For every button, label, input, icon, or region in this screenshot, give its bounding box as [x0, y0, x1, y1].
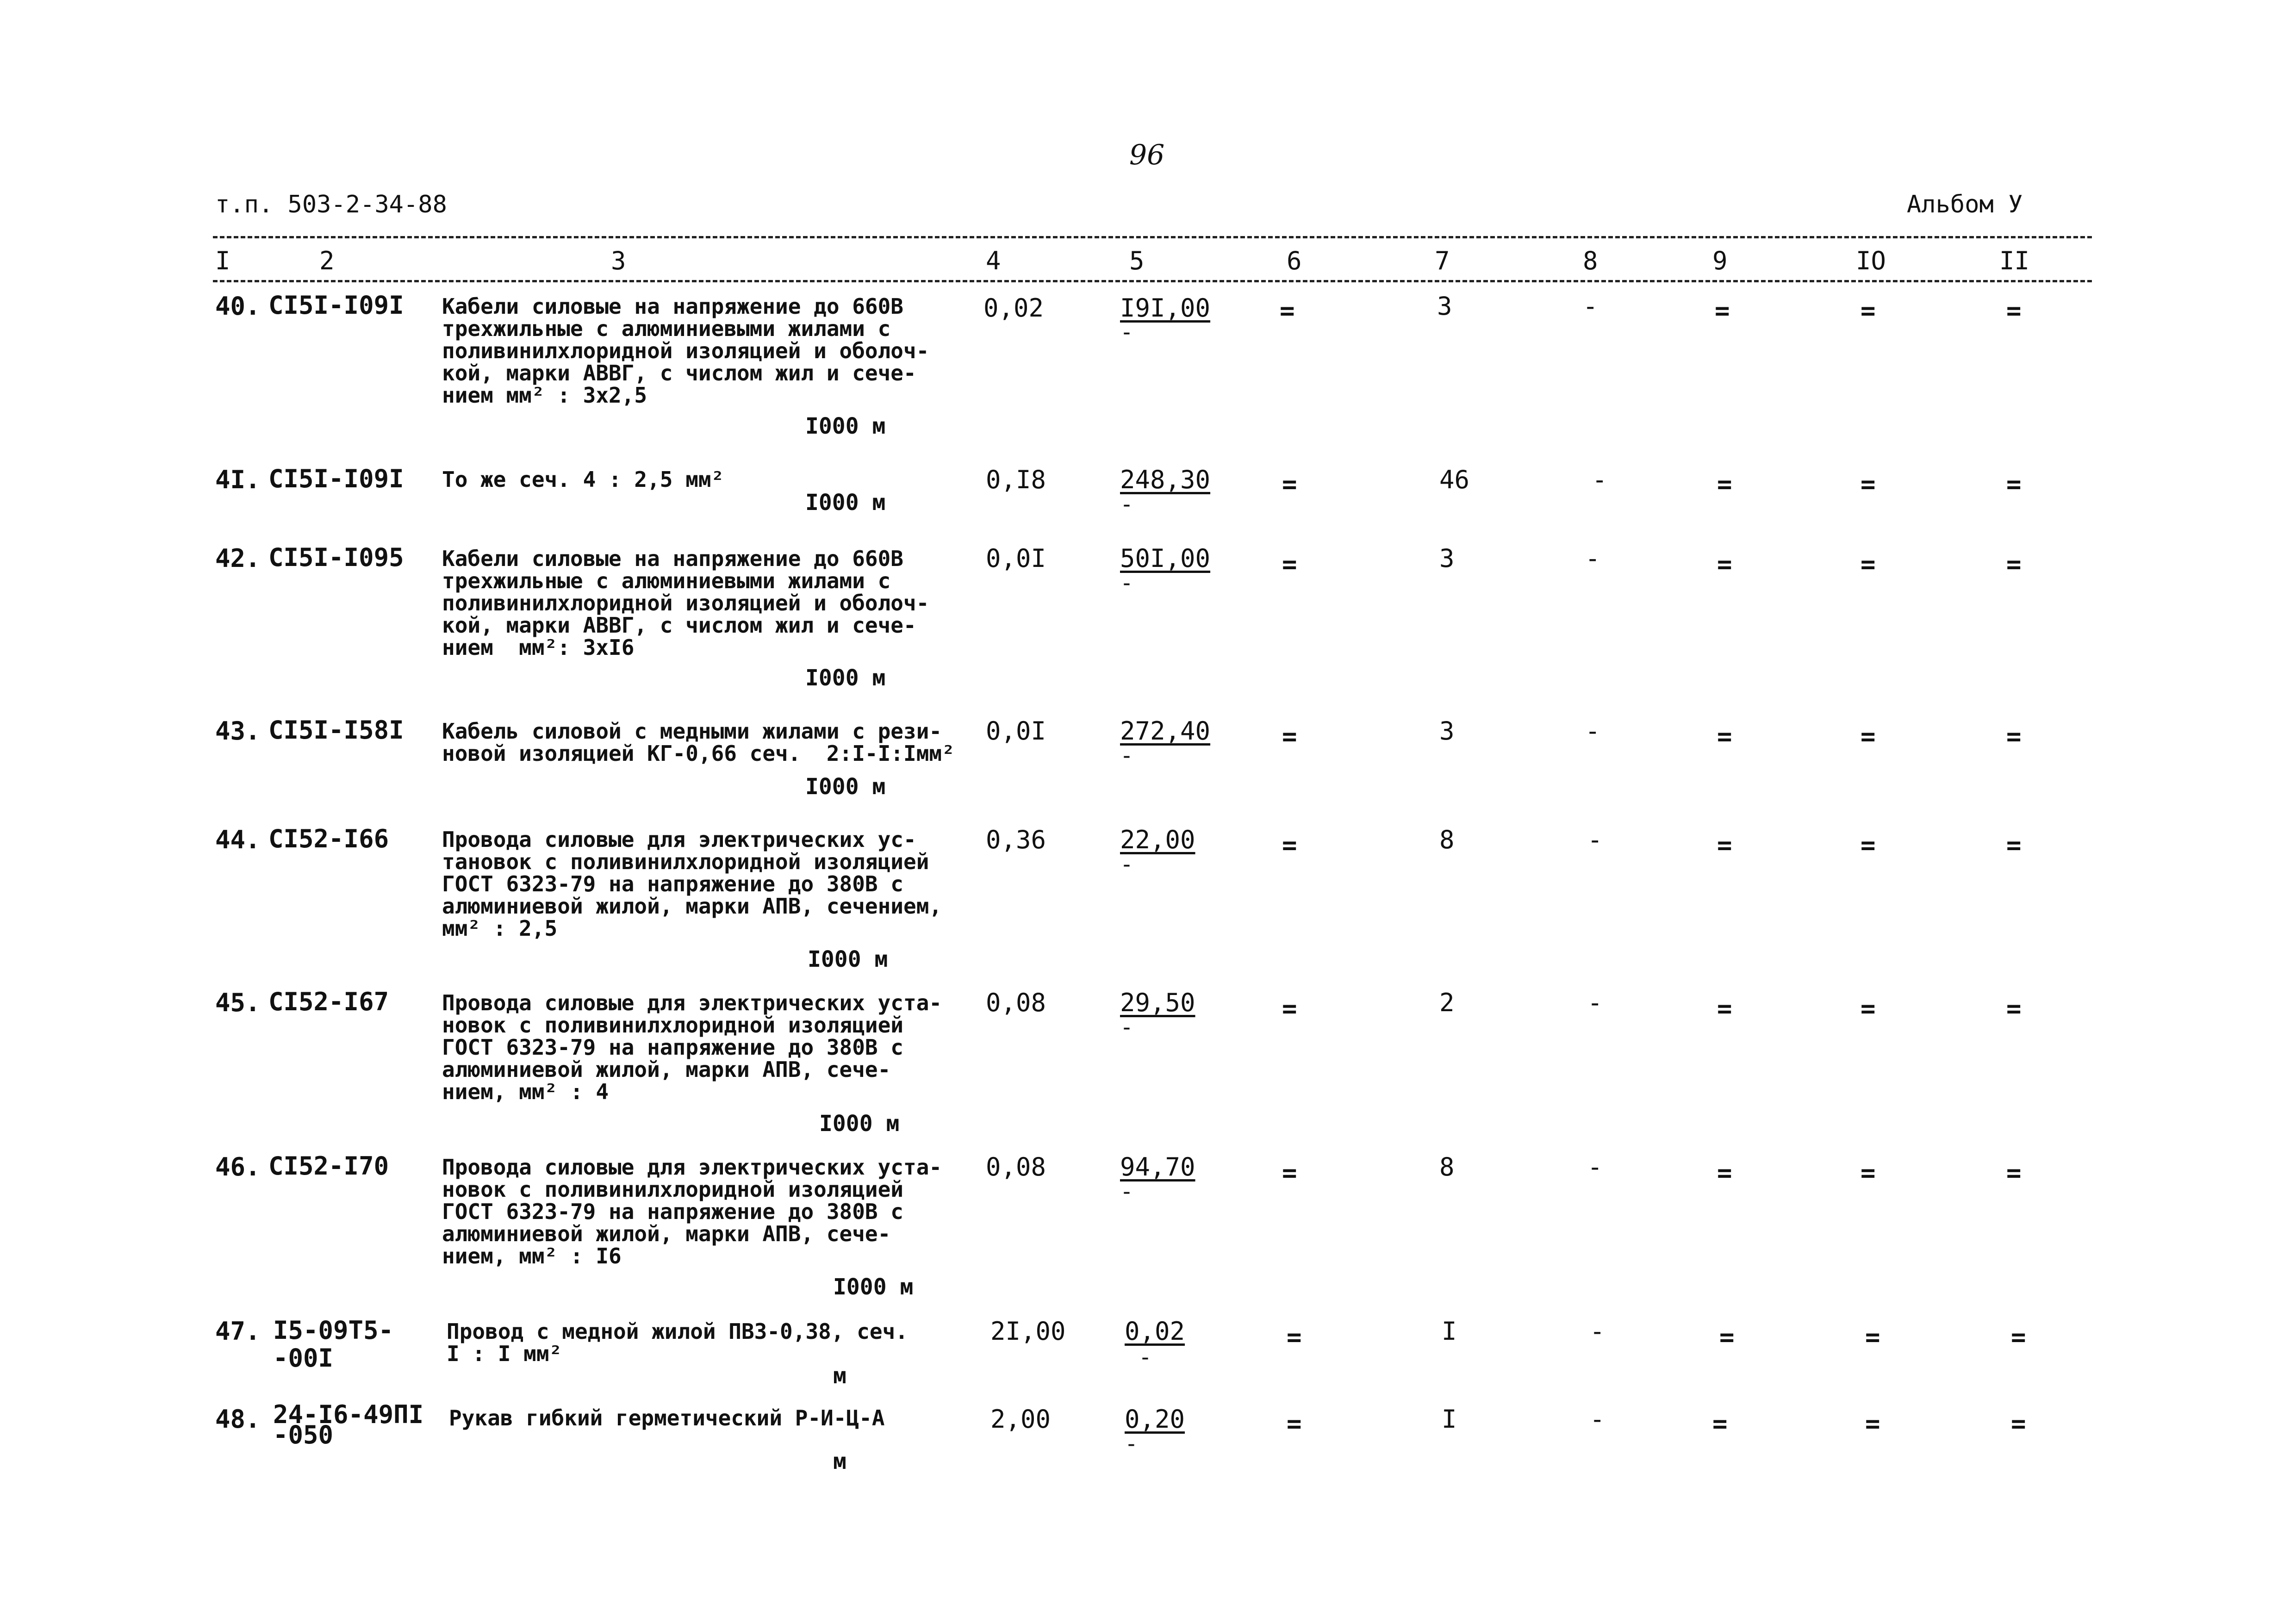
item-unit: I000 м — [805, 490, 886, 516]
col-7-value: 46 — [1439, 465, 1470, 494]
col-5-subvalue: - — [1120, 852, 1133, 877]
col-4-value: 0,0I — [986, 544, 1046, 573]
col-11-ditto: = — [2006, 831, 2022, 860]
row-number: 43. — [215, 716, 261, 746]
col-header-8: 8 — [1583, 246, 1598, 275]
item-description: Кабель силовой с медными жилами с рези- новой изоляцией КГ-0,66 сеч. 2:I-I:Iмм² — [442, 719, 955, 766]
col-5-subvalue: - — [1120, 1179, 1133, 1205]
col-9-ditto: = — [1717, 722, 1732, 751]
col-9-ditto: = — [1717, 831, 1732, 860]
col-6-ditto: = — [1280, 296, 1295, 325]
col-11-ditto: = — [2006, 296, 2022, 325]
col-6-ditto: = — [1287, 1323, 1302, 1352]
col-9-ditto: = — [1717, 470, 1732, 499]
header-top-rule — [213, 236, 2092, 238]
album-label: Альбом У — [1907, 191, 2023, 218]
col-header-7: 7 — [1435, 246, 1450, 275]
row-number: 42. — [215, 544, 261, 573]
col-8-value: - — [1587, 988, 1603, 1017]
col-header-2: 2 — [319, 246, 335, 275]
item-description: Кабели силовые на напряжение до 660В трехжильные с алюминиевыми жилами с поливинилхлоридной изоляцией и оболоч- кой, марки АВВГ, с числом жил и сече- нием мм²: 3хI6 — [442, 546, 929, 660]
col-header-5: 5 — [1129, 246, 1145, 275]
col-10-ditto: = — [1865, 1323, 1880, 1352]
col-5-subvalue: - — [1120, 319, 1133, 345]
price-code: I5-09Т5- -00I — [273, 1316, 394, 1373]
col-5-value: 272,40 — [1120, 716, 1211, 746]
col-5-subvalue: - — [1120, 570, 1133, 596]
col-7-value: 8 — [1439, 1152, 1455, 1181]
item-description: Рукав гибкий герметический Р-И-Ц-А — [449, 1405, 885, 1430]
col-4-value: 0,02 — [983, 293, 1044, 323]
row-number: 47. — [215, 1317, 261, 1346]
item-unit: м — [833, 1449, 846, 1474]
col-8-value: - — [1583, 292, 1598, 321]
item-description: Кабели силовые на напряжение до 660В трехжильные с алюминиевыми жилами с поливинилхлоридной изоляцией и оболоч- кой, марки АВВГ, с числом жил и сече- нием мм² : 3х2,5 — [442, 294, 929, 408]
col-8-value: - — [1592, 465, 1607, 494]
col-10-ditto: = — [1865, 1409, 1880, 1438]
col-6-ditto: = — [1282, 831, 1297, 860]
col-4-value: 0,0I — [986, 716, 1046, 746]
col-6-ditto: = — [1282, 1158, 1297, 1188]
item-unit: I000 м — [808, 946, 888, 972]
col-7-value: 3 — [1437, 292, 1452, 321]
col-4-value: 0,36 — [986, 825, 1046, 854]
col-9-ditto: = — [1717, 550, 1732, 579]
col-11-ditto: = — [2006, 470, 2022, 499]
col-6-ditto: = — [1282, 994, 1297, 1023]
col-4-value: 2,00 — [990, 1405, 1051, 1434]
col-9-ditto: = — [1717, 994, 1732, 1023]
col-11-ditto: = — [2006, 994, 2022, 1023]
col-8-value: - — [1587, 1152, 1603, 1181]
col-5-subvalue: - — [1120, 743, 1133, 769]
col-5-value: 29,50 — [1120, 988, 1195, 1017]
col-5-value: 22,00 — [1120, 825, 1195, 854]
col-10-ditto: = — [1860, 994, 1876, 1023]
col-header-11: II — [1999, 246, 2030, 275]
price-code: 24-I6-49ПI -050 — [273, 1400, 424, 1449]
price-code: CI52-I66 — [268, 824, 389, 853]
col-10-ditto: = — [1860, 722, 1876, 751]
col-11-ditto: = — [2006, 550, 2022, 579]
row-number: 48. — [215, 1405, 261, 1434]
row-number: 45. — [215, 988, 261, 1017]
col-9-ditto: = — [1717, 1158, 1732, 1188]
col-5-value: 94,70 — [1120, 1152, 1195, 1181]
col-7-value: 8 — [1439, 825, 1455, 854]
col-5-subvalue: - — [1120, 491, 1133, 517]
col-8-value: - — [1585, 544, 1600, 573]
col-5-value: I9I,00 — [1120, 293, 1211, 323]
item-description: Провода силовые для электрических уста- новок с поливинилхлоридной изоляцией ГОСТ 6323-79 на напряжение до 380В с алюминиевой жилой, марки АПВ, сече- нием, мм² : 4 — [442, 990, 942, 1104]
col-header-3: 3 — [611, 246, 626, 275]
col-8-value: - — [1587, 825, 1603, 854]
col-5-value: 0,02 — [1125, 1317, 1185, 1346]
col-10-ditto: = — [1860, 1158, 1876, 1188]
page-number: 96 — [1129, 139, 1165, 171]
item-unit: I000 м — [819, 1111, 900, 1137]
col-header-10: IO — [1856, 246, 1886, 275]
row-number: 4I. — [215, 465, 261, 494]
price-code: CI52-I70 — [268, 1151, 389, 1181]
item-unit: I000 м — [833, 1274, 914, 1300]
row-number: 44. — [215, 825, 261, 854]
col-6-ditto: = — [1282, 550, 1297, 579]
row-number: 46. — [215, 1152, 261, 1181]
item-description: То же сеч. 4 : 2,5 мм² — [442, 467, 724, 492]
col-5-subvalue: - — [1120, 1014, 1133, 1040]
col-5-subvalue: - — [1125, 1431, 1138, 1457]
price-code: CI52-I67 — [268, 987, 389, 1016]
col-5-value: 248,30 — [1120, 465, 1211, 494]
item-description: Провода силовые для электрических уста- новок с поливинилхлоридной изоляцией ГОСТ 6323-79 на напряжение до 380В с алюминиевой жилой, марки АПВ, сече- нием, мм² : I6 — [442, 1155, 942, 1269]
col-7-value: 2 — [1439, 988, 1455, 1017]
col-11-ditto: = — [2011, 1323, 2026, 1352]
item-description: Провода силовые для электрических ус- тановок с поливинилхлоридной изоляцией ГОСТ 6323-79 на напряжение до 380В с алюминиевой жилой, марки АПВ, сечением, мм² : 2,5 — [442, 827, 942, 941]
col-9-ditto: = — [1712, 1409, 1728, 1438]
col-4-value: 0,08 — [986, 1152, 1046, 1181]
col-4-value: 0,08 — [986, 988, 1046, 1017]
col-10-ditto: = — [1860, 831, 1876, 860]
col-8-value: - — [1590, 1317, 1605, 1346]
col-header-6: 6 — [1287, 246, 1302, 275]
col-7-value: 3 — [1439, 716, 1455, 746]
col-header-9: 9 — [1712, 246, 1728, 275]
item-unit: м — [833, 1363, 846, 1389]
item-description: Провод с медной жилой ПВЗ-0,38, сеч. I : I мм² — [447, 1319, 908, 1366]
col-6-ditto: = — [1282, 722, 1297, 751]
col-6-ditto: = — [1282, 470, 1297, 499]
col-11-ditto: = — [2011, 1409, 2026, 1438]
header-bottom-rule — [213, 280, 2092, 282]
price-code: CI5I-I09I — [268, 291, 404, 320]
col-10-ditto: = — [1860, 550, 1876, 579]
item-unit: I000 м — [805, 774, 886, 800]
project-code: т.п. 503-2-34-88 — [215, 191, 447, 218]
col-4-value: 2I,00 — [990, 1317, 1066, 1346]
col-10-ditto: = — [1860, 470, 1876, 499]
col-5-subvalue: - — [1139, 1344, 1152, 1370]
col-8-value: - — [1590, 1405, 1605, 1434]
col-7-value: 3 — [1439, 544, 1455, 573]
col-9-ditto: = — [1719, 1323, 1735, 1352]
col-5-value: 50I,00 — [1120, 544, 1211, 573]
col-header-4: 4 — [986, 246, 1001, 275]
price-code: CI5I-I09I — [268, 464, 404, 493]
col-7-value: I — [1442, 1405, 1457, 1434]
col-9-ditto: = — [1715, 296, 1730, 325]
col-7-value: I — [1442, 1317, 1457, 1346]
col-11-ditto: = — [2006, 722, 2022, 751]
col-4-value: 0,I8 — [986, 465, 1046, 494]
price-code: CI5I-I095 — [268, 543, 404, 572]
row-number: 40. — [215, 292, 261, 321]
price-code: CI5I-I58I — [268, 715, 404, 745]
col-8-value: - — [1585, 716, 1600, 746]
col-5-value: 0,20 — [1125, 1405, 1185, 1434]
item-unit: I000 м — [805, 665, 886, 691]
col-11-ditto: = — [2006, 1158, 2022, 1188]
item-unit: I000 м — [805, 413, 886, 439]
col-6-ditto: = — [1287, 1409, 1302, 1438]
col-10-ditto: = — [1860, 296, 1876, 325]
col-header-1: I — [215, 246, 230, 275]
